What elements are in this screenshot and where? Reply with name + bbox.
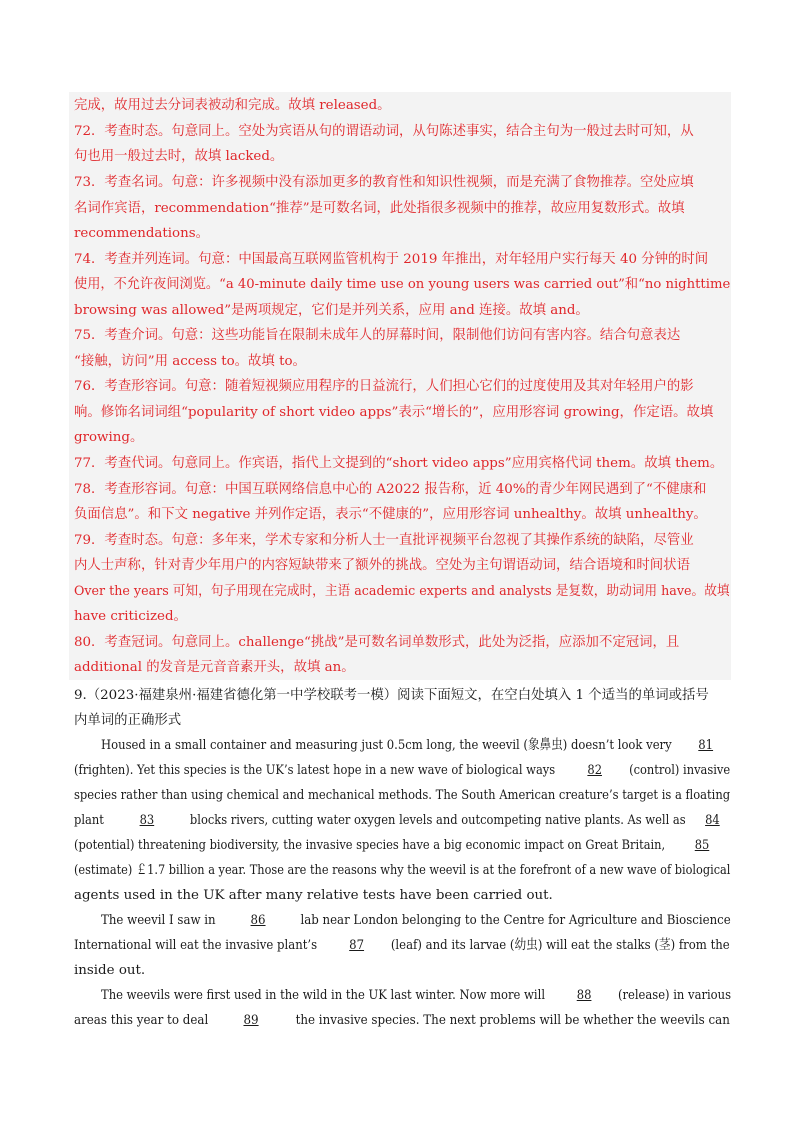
- question-heading-line-2: 内单词的正确形式: [74, 713, 182, 728]
- passage-line: [101, 737, 714, 755]
- answer-80-line-1: 80．考查冠词。句意同上。challenge“挑战”是可数名词单数形式，此处为泛指，应添加不定冠词，且: [74, 635, 680, 650]
- answer-74-line-1: 74．考查并列连词。句意：中国最高互联网监管机构于 2019 年推出，对年轻用户实行每天 40 分钟的时间: [74, 252, 709, 267]
- passage-line: [101, 912, 731, 930]
- passage-line: [74, 762, 731, 780]
- blank-82[interactable]: 82: [587, 763, 602, 778]
- answer-79-line-4: have criticized。: [74, 609, 187, 624]
- passage-line: [74, 837, 710, 855]
- answer-76-line-3: growing。: [74, 430, 144, 445]
- answer-76-line-2: 响。修饰名词词组“popularity of short video apps”表示“增长的”，应用形容词 growing，作定语。故填: [74, 405, 714, 420]
- passage-text: (release) in various: [617, 988, 732, 1003]
- answer-73-line-1: 73．考查名词。句意：许多视频中没有添加更多的教育性和知识性视频，而是充满了食物推荐。空处应填: [74, 175, 694, 190]
- blank-83[interactable]: 83: [139, 813, 155, 828]
- answer-73-line-2: 名词作宾语，recommendation“推荐”是可数名词，此处指很多视频中的推荐，故应用复数形式。故填: [74, 201, 685, 216]
- passage-text: Housed in a small container and measuring just 0.5cm long, the weevil (象鼻虫) doesn’t look very: [101, 738, 672, 753]
- passage-text: blocks rivers, cutting water oxygen levels and outcompeting native plants. As well as: [189, 813, 686, 828]
- passage-text: areas this year to deal: [74, 1013, 209, 1028]
- blank-86[interactable]: 86: [250, 913, 266, 928]
- passage-line: inside out.: [74, 963, 146, 978]
- passage-line: [74, 1012, 730, 1030]
- answer-79-line-2: 内人士声称，针对青少年用户的内容短缺带来了额外的挑战。空处为主句谓语动词，结合语境和时间状语: [74, 558, 690, 573]
- answer-line: 完成，故用过去分词表被动和完成。故填 released。: [74, 98, 391, 113]
- passage-line: [74, 812, 720, 830]
- passage-text: The weevil I saw in: [101, 913, 216, 928]
- passage-text: the invasive species. The next problems will be whether the weevils can: [295, 1013, 730, 1028]
- question-heading-line-1: 9.（2023·福建泉州·福建省德化第一中学校联考一模）阅读下面短文，在空白处填入 1 个适当的单词或括号: [74, 688, 709, 703]
- passage-line: agents used in the UK after many relative tests have been carried out.: [74, 888, 553, 903]
- passage-text: International will eat the invasive plant’s: [74, 938, 318, 953]
- answer-72-line-1: 72．考查时态。句意同上。空处为宾语从句的谓语动词，从句陈述事实，结合主句为一般过去时可知，从: [74, 124, 694, 139]
- answer-76-line-1: 76．考查形容词。句意：随着短视频应用程序的日益流行，人们担心它们的过度使用及其对年轻用户的影: [74, 379, 694, 394]
- answer-75-line-2: “接触，访问”用 access to。故填 to。: [74, 354, 306, 369]
- blank-81[interactable]: 81: [698, 738, 714, 753]
- blank-87[interactable]: 87: [349, 938, 365, 953]
- answer-78-line-1: 78．考查形容词。句意：中国互联网络信息中心的 A2022 报告称，近 40%的青少年网民遇到了“不健康和: [74, 482, 707, 497]
- passage-text: lab near London belonging to the Centre for Agriculture and Bioscience: [300, 913, 731, 928]
- passage-text: plant: [74, 813, 104, 828]
- answer-73-line-3: recommendations。: [74, 226, 209, 241]
- answer-72-line-2: 句也用一般过去时，故填 lacked。: [74, 149, 284, 164]
- passage-line: (estimate) ￡1.7 billion a year. Those are the reasons why the weevil is at the forefront of a new wave of biological: [74, 863, 731, 878]
- passage-line: [74, 937, 730, 955]
- passage-text: (potential) threatening biodiversity, the invasive species have a big economic impact on Great Britain,: [74, 838, 666, 853]
- answer-75-line-1: 75．考查介词。句意：这些功能旨在限制未成年人的屏幕时间，限制他们访问有害内容。结合句意表达: [74, 328, 681, 343]
- answer-80-line-2: additional 的发音是元音音素开头，故填 an。: [74, 660, 355, 675]
- passage-line: species rather than using chemical and mechanical methods. The South American creature’s target is a floating: [74, 788, 731, 803]
- blank-88[interactable]: 88: [576, 988, 592, 1003]
- answer-79-line-3: Over the years 可知，句子用现在完成时，主语 academic experts and analysts 是复数，助动词用 have。故填: [74, 584, 730, 599]
- passage-text: (control) invasive: [629, 763, 731, 778]
- blank-89[interactable]: 89: [243, 1013, 259, 1028]
- answer-77-line-1: 77．考查代词。句意同上。作宾语，指代上文提到的“short video apps”应用宾格代词 them。故填 them。: [74, 456, 724, 471]
- answer-74-line-2: 使用，不允许夜间浏览。“a 40-minute daily time use on young users was carried out”和“no nighttime: [74, 277, 731, 292]
- passage-line: [101, 987, 732, 1005]
- blank-85[interactable]: 85: [694, 838, 710, 853]
- passage-text: The weevils were first used in the wild in the UK last winter. Now more will: [101, 988, 546, 1003]
- answer-78-line-2: 负面信息”。和下文 negative 并列作定语，表示“不健康的”，应用形容词 unhealthy。故填 unhealthy。: [74, 507, 707, 522]
- answer-74-line-3: browsing was allowed”是两项规定，它们是并列关系，应用 and 连接。故填 and。: [74, 303, 589, 318]
- passage-text: (frighten). Yet this species is the UK’s latest hope in a new wave of biological ways: [74, 763, 556, 778]
- answer-79-line-1: 79．考查时态。句意：多年来，学术专家和分析人士一直批评视频平台忽视了其操作系统的缺陷，尽管业: [74, 533, 694, 548]
- blank-84[interactable]: 84: [705, 813, 720, 828]
- passage-text: (leaf) and its larvae (幼虫) will eat the stalks (茎) from the: [390, 938, 730, 953]
